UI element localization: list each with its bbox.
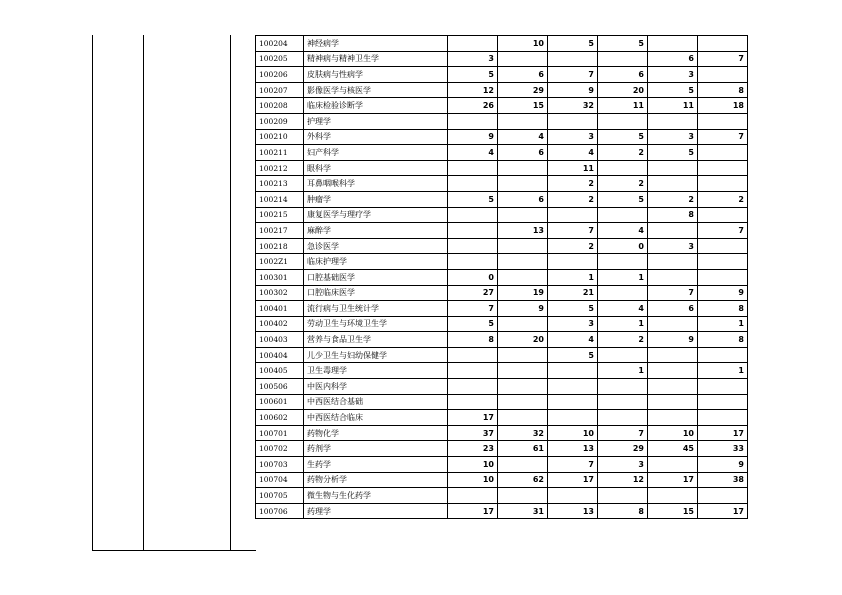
count-cell: 4: [598, 223, 648, 239]
count-cell: 8: [448, 332, 498, 348]
count-cell: 1: [598, 363, 648, 379]
discipline-name: 耳鼻咽喉科学: [304, 176, 448, 192]
count-cell: 3: [548, 316, 598, 332]
count-cell: 21: [548, 285, 598, 301]
discipline-name: 药理学: [304, 503, 448, 519]
count-cell: [498, 160, 548, 176]
count-cell: 1: [598, 316, 648, 332]
count-cell: 7: [698, 223, 748, 239]
count-cell: [498, 347, 548, 363]
table-row: [256, 113, 748, 129]
discipline-code: 100218: [256, 238, 304, 254]
discipline-code: 100217: [256, 223, 304, 239]
count-cell: 4: [548, 145, 598, 161]
count-cell: [648, 160, 698, 176]
discipline-code: 100206: [256, 67, 304, 83]
count-cell: [598, 347, 648, 363]
discipline-code: 100209: [256, 113, 304, 129]
table-row: [256, 160, 748, 176]
count-cell: 13: [548, 503, 598, 519]
count-cell: [698, 379, 748, 395]
count-cell: 10: [498, 36, 548, 52]
count-cell: 13: [498, 223, 548, 239]
count-cell: 8: [648, 207, 698, 223]
count-cell: 6: [498, 67, 548, 83]
count-cell: [448, 379, 498, 395]
count-cell: 6: [498, 191, 548, 207]
table-row: [256, 176, 748, 192]
table-row: [256, 129, 748, 145]
count-cell: 6: [598, 67, 648, 83]
count-cell: [598, 410, 648, 426]
discipline-name: 口腔临床医学: [304, 285, 448, 301]
count-cell: 6: [648, 51, 698, 67]
count-cell: 17: [448, 410, 498, 426]
discipline-name: 妇产科学: [304, 145, 448, 161]
count-cell: 8: [698, 82, 748, 98]
count-cell: [698, 410, 748, 426]
discipline-name: 眼科学: [304, 160, 448, 176]
table-row: [256, 269, 748, 285]
count-cell: 3: [648, 129, 698, 145]
table-row: [256, 207, 748, 223]
table-row: [256, 488, 748, 504]
count-cell: [448, 363, 498, 379]
count-cell: 4: [448, 145, 498, 161]
table-row: [256, 254, 748, 270]
count-cell: [648, 457, 698, 473]
count-cell: 2: [648, 191, 698, 207]
count-cell: [598, 488, 648, 504]
count-cell: 3: [448, 51, 498, 67]
count-cell: 9: [498, 301, 548, 317]
discipline-name: 儿少卫生与妇幼保健学: [304, 347, 448, 363]
count-cell: 5: [648, 145, 698, 161]
table-row: [256, 316, 748, 332]
discipline-name: 中医内科学: [304, 379, 448, 395]
count-cell: [448, 254, 498, 270]
discipline-name: 生药学: [304, 457, 448, 473]
discipline-name: 麻醉学: [304, 223, 448, 239]
count-cell: [548, 410, 598, 426]
discipline-name: 劳动卫生与环境卫生学: [304, 316, 448, 332]
discipline-name: 影像医学与核医学: [304, 82, 448, 98]
count-cell: 5: [548, 36, 598, 52]
discipline-name: 流行病与卫生统计学: [304, 301, 448, 317]
table-row: [256, 67, 748, 83]
count-cell: [648, 223, 698, 239]
count-cell: 2: [698, 191, 748, 207]
discipline-code: 100704: [256, 472, 304, 488]
discipline-code: 100506: [256, 379, 304, 395]
discipline-table: [255, 35, 748, 519]
count-cell: 17: [698, 503, 748, 519]
table-row: [256, 332, 748, 348]
discipline-name: 外科学: [304, 129, 448, 145]
count-cell: [448, 36, 498, 52]
count-cell: [698, 36, 748, 52]
count-cell: 61: [498, 441, 548, 457]
discipline-code: 100401: [256, 301, 304, 317]
count-cell: [498, 363, 548, 379]
count-cell: [548, 254, 598, 270]
bottom-border-line: [92, 550, 256, 551]
count-cell: 27: [448, 285, 498, 301]
discipline-code: 100405: [256, 363, 304, 379]
discipline-code: 100204: [256, 36, 304, 52]
count-cell: 9: [548, 82, 598, 98]
discipline-code: 100402: [256, 316, 304, 332]
discipline-code: 100208: [256, 98, 304, 114]
count-cell: [648, 394, 698, 410]
count-cell: 2: [598, 145, 648, 161]
discipline-name: 营养与食品卫生学: [304, 332, 448, 348]
count-cell: [448, 207, 498, 223]
count-cell: 7: [648, 285, 698, 301]
count-cell: 4: [598, 301, 648, 317]
table-row: [256, 394, 748, 410]
count-cell: 31: [498, 503, 548, 519]
count-cell: [548, 51, 598, 67]
count-cell: [548, 394, 598, 410]
count-cell: 8: [698, 332, 748, 348]
count-cell: 0: [598, 238, 648, 254]
count-cell: 7: [548, 223, 598, 239]
count-cell: [548, 207, 598, 223]
discipline-name: 口腔基础医学: [304, 269, 448, 285]
count-cell: 0: [448, 269, 498, 285]
count-cell: [548, 363, 598, 379]
discipline-code: 100601: [256, 394, 304, 410]
count-cell: [598, 394, 648, 410]
count-cell: 10: [548, 425, 598, 441]
count-cell: 5: [598, 191, 648, 207]
discipline-name: 肿瘤学: [304, 191, 448, 207]
count-cell: 29: [498, 82, 548, 98]
discipline-name: 康复医学与理疗学: [304, 207, 448, 223]
count-cell: 13: [548, 441, 598, 457]
count-cell: [598, 51, 648, 67]
count-cell: 1: [548, 269, 598, 285]
count-cell: 10: [448, 472, 498, 488]
count-cell: [498, 316, 548, 332]
count-cell: [698, 269, 748, 285]
count-cell: 7: [698, 129, 748, 145]
count-cell: 9: [448, 129, 498, 145]
count-cell: [698, 488, 748, 504]
count-cell: 15: [498, 98, 548, 114]
count-cell: 18: [698, 98, 748, 114]
count-cell: [448, 113, 498, 129]
table-row: [256, 238, 748, 254]
discipline-name: 药剂学: [304, 441, 448, 457]
count-cell: 23: [448, 441, 498, 457]
count-cell: [698, 176, 748, 192]
count-cell: 9: [648, 332, 698, 348]
count-cell: [598, 285, 648, 301]
count-cell: [698, 207, 748, 223]
table-row: [256, 98, 748, 114]
table-row: [256, 379, 748, 395]
discipline-name: 药物化学: [304, 425, 448, 441]
discipline-code: 100215: [256, 207, 304, 223]
count-cell: 19: [498, 285, 548, 301]
count-cell: 5: [548, 347, 598, 363]
count-cell: [648, 379, 698, 395]
count-cell: [498, 207, 548, 223]
discipline-code: 100702: [256, 441, 304, 457]
count-cell: [498, 238, 548, 254]
count-cell: 38: [698, 472, 748, 488]
count-cell: [448, 160, 498, 176]
count-cell: [448, 488, 498, 504]
count-cell: [698, 67, 748, 83]
count-cell: [698, 254, 748, 270]
discipline-code: 100602: [256, 410, 304, 426]
count-cell: 5: [448, 316, 498, 332]
count-cell: 4: [548, 332, 598, 348]
count-cell: 10: [448, 457, 498, 473]
left-border-line-1: [92, 35, 93, 551]
count-cell: 5: [598, 129, 648, 145]
count-cell: [698, 145, 748, 161]
table-row: [256, 51, 748, 67]
count-cell: [498, 379, 548, 395]
count-cell: 2: [548, 176, 598, 192]
count-cell: 3: [548, 129, 598, 145]
count-cell: 2: [548, 191, 598, 207]
count-cell: 3: [648, 67, 698, 83]
count-cell: [498, 488, 548, 504]
discipline-code: 100403: [256, 332, 304, 348]
discipline-name: 卫生毒理学: [304, 363, 448, 379]
count-cell: 2: [598, 332, 648, 348]
count-cell: 5: [548, 301, 598, 317]
discipline-code: 100301: [256, 269, 304, 285]
discipline-code: 100213: [256, 176, 304, 192]
count-cell: 5: [648, 82, 698, 98]
count-cell: [598, 379, 648, 395]
count-cell: [498, 254, 548, 270]
discipline-name: 药物分析学: [304, 472, 448, 488]
count-cell: [448, 394, 498, 410]
count-cell: 17: [648, 472, 698, 488]
count-cell: [548, 113, 598, 129]
count-cell: [698, 238, 748, 254]
discipline-name: 护理学: [304, 113, 448, 129]
table-row: [256, 410, 748, 426]
discipline-code: 100706: [256, 503, 304, 519]
discipline-code: 100210: [256, 129, 304, 145]
count-cell: 1: [698, 316, 748, 332]
count-cell: 20: [498, 332, 548, 348]
count-cell: 29: [598, 441, 648, 457]
table-row: [256, 191, 748, 207]
table-row: [256, 223, 748, 239]
count-cell: 7: [548, 457, 598, 473]
count-cell: [448, 347, 498, 363]
discipline-name: 皮肤病与性病学: [304, 67, 448, 83]
count-cell: [598, 160, 648, 176]
count-cell: [598, 254, 648, 270]
count-cell: [648, 363, 698, 379]
table-row: [256, 457, 748, 473]
count-cell: [648, 113, 698, 129]
left-border-line-2: [143, 35, 144, 551]
count-cell: [698, 160, 748, 176]
count-cell: [548, 488, 598, 504]
count-cell: 6: [498, 145, 548, 161]
count-cell: 11: [598, 98, 648, 114]
count-cell: [498, 394, 548, 410]
count-cell: 32: [548, 98, 598, 114]
count-cell: 17: [448, 503, 498, 519]
count-cell: 9: [698, 285, 748, 301]
count-cell: 7: [448, 301, 498, 317]
discipline-code: 100701: [256, 425, 304, 441]
discipline-code: 1002Z1: [256, 254, 304, 270]
count-cell: 26: [448, 98, 498, 114]
count-cell: 6: [648, 301, 698, 317]
count-cell: [498, 113, 548, 129]
discipline-name: 急诊医学: [304, 238, 448, 254]
discipline-name: 中西医结合基础: [304, 394, 448, 410]
count-cell: 33: [698, 441, 748, 457]
count-cell: 12: [448, 82, 498, 98]
count-cell: [498, 176, 548, 192]
table-row: [256, 363, 748, 379]
count-cell: 62: [498, 472, 548, 488]
table-row: [256, 503, 748, 519]
discipline-code: 100705: [256, 488, 304, 504]
count-cell: 37: [448, 425, 498, 441]
count-cell: 2: [598, 176, 648, 192]
count-cell: 7: [598, 425, 648, 441]
count-cell: [448, 238, 498, 254]
count-cell: [648, 347, 698, 363]
discipline-code: 100404: [256, 347, 304, 363]
count-cell: [598, 113, 648, 129]
count-cell: 17: [698, 425, 748, 441]
table-row: [256, 145, 748, 161]
discipline-code: 100214: [256, 191, 304, 207]
discipline-code: 100207: [256, 82, 304, 98]
left-border-line-3: [230, 35, 231, 551]
table-row: [256, 285, 748, 301]
discipline-name: 临床检验诊断学: [304, 98, 448, 114]
discipline-code: 100212: [256, 160, 304, 176]
count-cell: 45: [648, 441, 698, 457]
count-cell: 20: [598, 82, 648, 98]
count-cell: 15: [648, 503, 698, 519]
discipline-code: 100205: [256, 51, 304, 67]
count-cell: 2: [548, 238, 598, 254]
count-cell: 3: [648, 238, 698, 254]
count-cell: [448, 176, 498, 192]
count-cell: 8: [698, 301, 748, 317]
count-cell: [498, 457, 548, 473]
table-row: [256, 472, 748, 488]
discipline-name: 微生物与生化药学: [304, 488, 448, 504]
table-row: [256, 301, 748, 317]
count-cell: [648, 176, 698, 192]
count-cell: 7: [698, 51, 748, 67]
count-cell: 9: [698, 457, 748, 473]
count-cell: 3: [598, 457, 648, 473]
discipline-name: 精神病与精神卫生学: [304, 51, 448, 67]
table-row: [256, 36, 748, 52]
count-cell: [698, 113, 748, 129]
count-cell: [648, 254, 698, 270]
count-cell: [698, 347, 748, 363]
count-cell: [448, 223, 498, 239]
table-row: [256, 82, 748, 98]
discipline-code: 100302: [256, 285, 304, 301]
count-cell: [498, 51, 548, 67]
count-cell: 10: [648, 425, 698, 441]
discipline-name: 神经病学: [304, 36, 448, 52]
count-cell: 5: [598, 36, 648, 52]
count-cell: 17: [548, 472, 598, 488]
count-cell: 7: [548, 67, 598, 83]
count-cell: [648, 410, 698, 426]
table-row: [256, 347, 748, 363]
count-cell: 8: [598, 503, 648, 519]
count-cell: [648, 316, 698, 332]
count-cell: [598, 207, 648, 223]
count-cell: [548, 379, 598, 395]
count-cell: [498, 269, 548, 285]
table-row: [256, 425, 748, 441]
count-cell: [498, 410, 548, 426]
count-cell: [698, 394, 748, 410]
count-cell: 11: [548, 160, 598, 176]
count-cell: 11: [648, 98, 698, 114]
discipline-code: 100703: [256, 457, 304, 473]
discipline-code: 100211: [256, 145, 304, 161]
count-cell: 4: [498, 129, 548, 145]
count-cell: 12: [598, 472, 648, 488]
count-cell: [648, 488, 698, 504]
count-cell: 1: [598, 269, 648, 285]
table-row: [256, 441, 748, 457]
discipline-name: 临床护理学: [304, 254, 448, 270]
count-cell: [648, 36, 698, 52]
count-cell: 5: [448, 191, 498, 207]
count-cell: 32: [498, 425, 548, 441]
count-cell: [648, 269, 698, 285]
count-cell: 5: [448, 67, 498, 83]
discipline-name: 中西医结合临床: [304, 410, 448, 426]
count-cell: 1: [698, 363, 748, 379]
